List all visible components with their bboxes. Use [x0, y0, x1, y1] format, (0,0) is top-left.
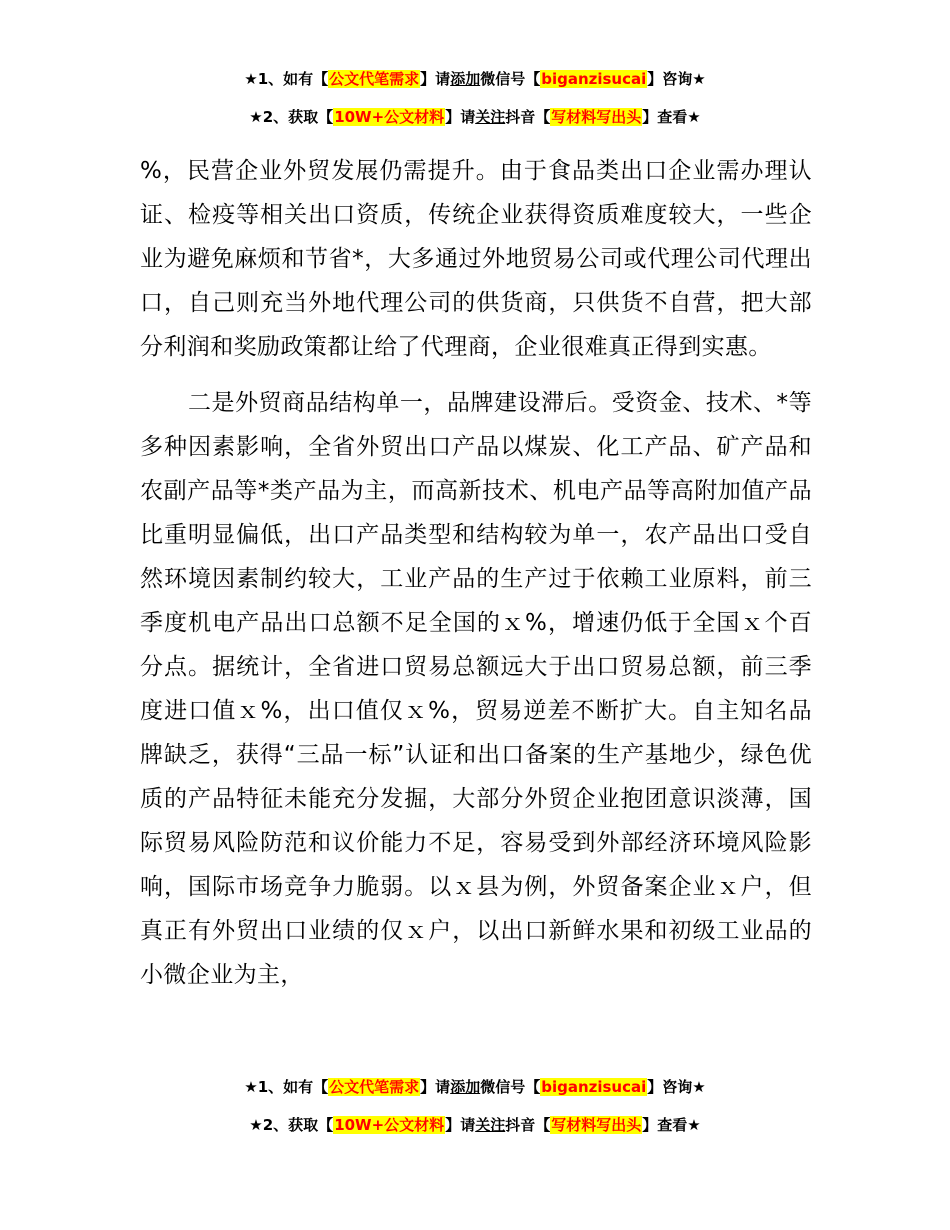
footer-banner-line-2: [0, 1114, 950, 1136]
banner-text: 】请: [445, 108, 476, 126]
banner-text: 抖音【: [505, 108, 551, 126]
banner-text: 】咨询★: [647, 70, 706, 88]
highlight-materials: 10W+公文材料: [334, 108, 445, 126]
highlight-douyin-account: 写材料写出头: [551, 1116, 642, 1134]
underlined-text: 添加: [450, 1078, 481, 1096]
banner-text: ★2、获取【: [249, 1116, 334, 1134]
underlined-text: 添加: [450, 70, 481, 88]
highlight-wechat-id: biganzisucai: [541, 70, 647, 88]
banner-text: 】查看★: [642, 1116, 701, 1134]
highlight-materials: 10W+公文材料: [334, 1116, 445, 1134]
header-banner-line-2: [0, 106, 950, 128]
highlight-wechat-id: biganzisucai: [541, 1078, 647, 1096]
highlight-service: 公文代笔需求: [329, 70, 420, 88]
banner-text: 微信号【: [480, 1078, 541, 1096]
banner-text: 抖音【: [505, 1116, 551, 1134]
header-banner-line-1: [0, 68, 950, 90]
banner-text: 】请: [420, 70, 451, 88]
banner-text: 】请: [420, 1078, 451, 1096]
underlined-text: 关注: [475, 1116, 506, 1134]
banner-text: ★2、获取【: [249, 108, 334, 126]
paragraph-continuation: %，民营企业外贸发展仍需提升。由于食品类出口企业需办理认证、检疫等相关出口资质，传统企业获得资质难度较大，一些企业为避免麻烦和节省*，大多通过外地贸易公司或代理公司代理出口，自己则充当外地代理公司的供货商，只供货不自营，把大部分利润和奖励政策都让给了代理商，企业很难真正得到实惠。: [140, 158, 812, 360]
banner-text: ★1、如有【: [244, 1078, 329, 1096]
paragraph-trade-structure: 二是外贸商品结构单一，品牌建设滞后。受资金、技术、*等多种因素影响，全省外贸出口产品以煤炭、化工产品、矿产品和农副产品等*类产品为主，而高新技术、机电产品等高附加值产品比重明显偏低，出口产品类型和结构较为单一，农产品出口受自然环境因素制约较大，工业产品的生产过于依赖工业原料，前三季度机电产品出口总额不足全国的ｘ%，增速仍低于全国ｘ个百分点。据统计，全省进口贸易总额远大于出口贸易总额，前三季度进口值ｘ%，出口值仅ｘ%，贸易逆差不断扩大。自主知名品牌缺乏，获得“三品一标”认证和出口备案的生产基地少，绿色优质的产品特征未能充分发掘，大部分外贸企业抱团意识淡薄，国际贸易风险防范和议价能力不足，容易受到外部经济环境风险影响，国际市场竞争力脆弱。以ｘ县为例，外贸备案企业ｘ户，但真正有外贸出口业绩的仅ｘ户，以出口新鲜水果和初级工业品的小微企业为主，: [140, 390, 812, 988]
underlined-text: 关注: [475, 108, 506, 126]
banner-text: 】请: [445, 1116, 476, 1134]
banner-text: 】咨询★: [647, 1078, 706, 1096]
banner-text: ★1、如有【: [244, 70, 329, 88]
banner-text: 】查看★: [642, 108, 701, 126]
banner-text: 微信号【: [480, 70, 541, 88]
highlight-service: 公文代笔需求: [329, 1078, 420, 1096]
footer-banner-line-1: [0, 1076, 950, 1098]
highlight-douyin-account: 写材料写出头: [551, 108, 642, 126]
document-body: [140, 149, 812, 1009]
